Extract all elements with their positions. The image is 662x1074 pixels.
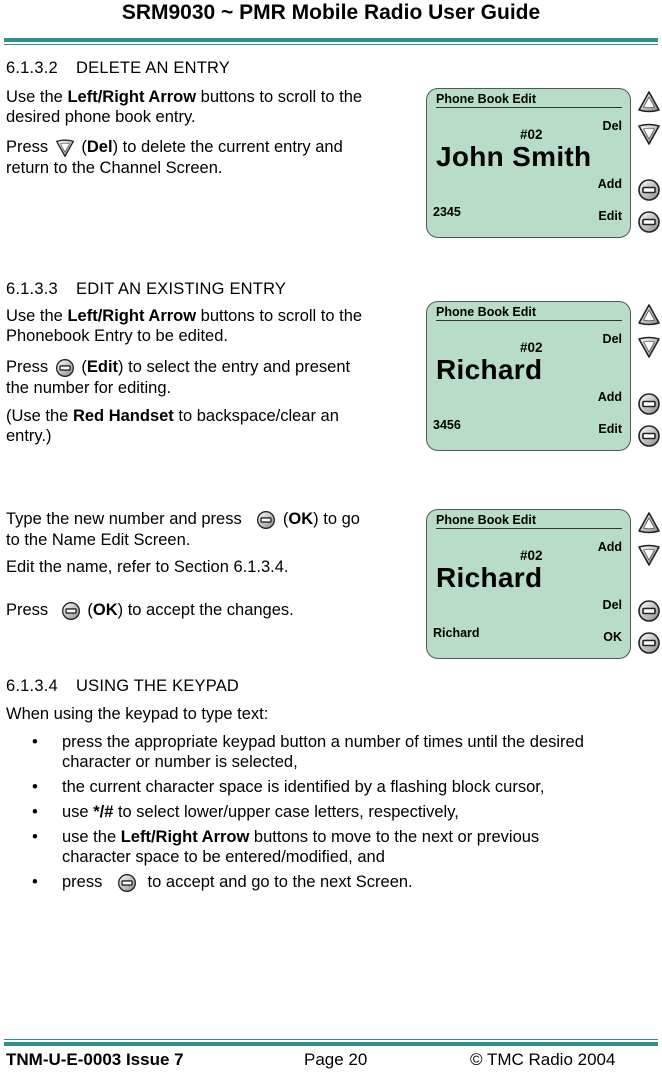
soft-key-button-icon: [637, 392, 661, 416]
list-item: • press the appropriate keypad button a number of times until the desired character or number is selected,: [6, 732, 660, 772]
soft-key-button-icon: [637, 210, 661, 234]
list-item: • use */# to select lower/upper case letters, respectively,: [6, 802, 660, 822]
footer-page-number: Page 20: [304, 1050, 368, 1069]
name-edit-para-3: Press (OK) to accept the changes.: [6, 601, 294, 619]
footer-rule-thin: [4, 1039, 658, 1040]
lcd-softkey-label: Add: [597, 177, 622, 191]
section-heading-edit: 6.1.3.3 EDIT AN EXISTING ENTRY: [6, 280, 287, 298]
header-rule: [4, 38, 658, 42]
soft-key-button-icon: [637, 178, 661, 202]
footer-rule: [4, 1042, 658, 1046]
up-arrow-button-icon: [637, 303, 661, 327]
keypad-bullet-list: [6, 732, 660, 898]
list-item: • press to accept and go to the next Screen.: [6, 872, 660, 893]
down-arrow-button-icon: [55, 138, 75, 158]
soft-key-button-icon: [117, 873, 137, 893]
lcd-divider: [436, 107, 622, 108]
soft-key-button-icon: [61, 601, 81, 621]
soft-key-button-icon: [55, 358, 75, 378]
name-edit-para-2: Edit the name, refer to Section 6.1.3.4.: [6, 558, 289, 576]
lcd-entry-number: #02: [520, 127, 543, 142]
lcd-entry-name: Richard: [436, 562, 543, 593]
lcd-softkey-label: OK: [603, 630, 622, 644]
edit-para-3: (Use the Red Handset to backspace/clear an entry.): [6, 407, 339, 445]
down-arrow-button-icon: [637, 122, 661, 146]
delete-para-1: Use the Left/Right Arrow buttons to scroll to the desired phone book entry.: [6, 88, 363, 126]
keypad-intro: When using the keypad to type text:: [6, 705, 269, 723]
lcd-softkey-label: Del: [602, 598, 622, 612]
lcd-softkey-label: Edit: [598, 209, 622, 223]
edit-para-2: Press (Edit) to select the entry and present the number for editing.: [6, 358, 351, 397]
lcd-screen-delete: [426, 88, 631, 238]
lcd-title: Phone Book Edit: [436, 305, 536, 319]
lcd-entry-name: Richard: [436, 354, 543, 385]
edit-para-1: Use the Left/Right Arrow buttons to scroll to the Phonebook Entry to be edited.: [6, 307, 363, 345]
section-heading-keypad: 6.1.3.4 USING THE KEYPAD: [6, 677, 240, 695]
lcd-entry-value: Richard: [433, 626, 480, 640]
up-arrow-button-icon: [637, 90, 661, 114]
lcd-entry-value: 3456: [433, 418, 461, 432]
list-item: • the current character space is identified by a flashing block cursor,: [6, 777, 660, 797]
up-arrow-button-icon: [637, 511, 661, 535]
lcd-divider: [436, 528, 622, 529]
footer-copyright: © TMC Radio 2004: [470, 1050, 616, 1069]
lcd-screen-edit: [426, 301, 631, 451]
lcd-entry-number: #02: [520, 340, 543, 355]
name-edit-para-1: Type the new number and press (OK) to go to the Name Edit Screen.: [6, 510, 360, 549]
lcd-title: Phone Book Edit: [436, 513, 536, 527]
lcd-softkey-label: Del: [602, 119, 622, 133]
lcd-softkey-label: Add: [597, 540, 622, 554]
lcd-divider: [436, 320, 622, 321]
footer-document-id: TNM-U-E-0003 Issue 7: [6, 1050, 184, 1069]
lcd-screen-name-edit: [426, 509, 631, 659]
lcd-title: Phone Book Edit: [436, 92, 536, 106]
section-heading-delete: 6.1.3.2 DELETE AN ENTRY: [6, 59, 230, 77]
soft-key-button-icon: [637, 599, 661, 623]
list-item: • use the Left/Right Arrow buttons to move to the next or previous character space to be entered/modified, and: [6, 827, 660, 867]
down-arrow-button-icon: [637, 335, 661, 359]
lcd-entry-value: 2345: [433, 205, 461, 219]
soft-key-button-icon: [637, 631, 661, 655]
delete-para-2: Press (Del) to delete the current entry and return to the Channel Screen.: [6, 138, 343, 177]
page-header-title: SRM9030 ~ PMR Mobile Radio User Guide: [121, 1, 541, 24]
lcd-softkey-label: Add: [597, 390, 622, 404]
lcd-entry-number: #02: [520, 548, 543, 563]
header-rule-thin: [4, 44, 658, 45]
down-arrow-button-icon: [637, 543, 661, 567]
soft-key-button-icon: [256, 510, 276, 530]
lcd-softkey-label: Edit: [598, 422, 622, 436]
lcd-softkey-label: Del: [602, 332, 622, 346]
lcd-entry-name: John Smith: [436, 141, 592, 172]
soft-key-button-icon: [637, 424, 661, 448]
